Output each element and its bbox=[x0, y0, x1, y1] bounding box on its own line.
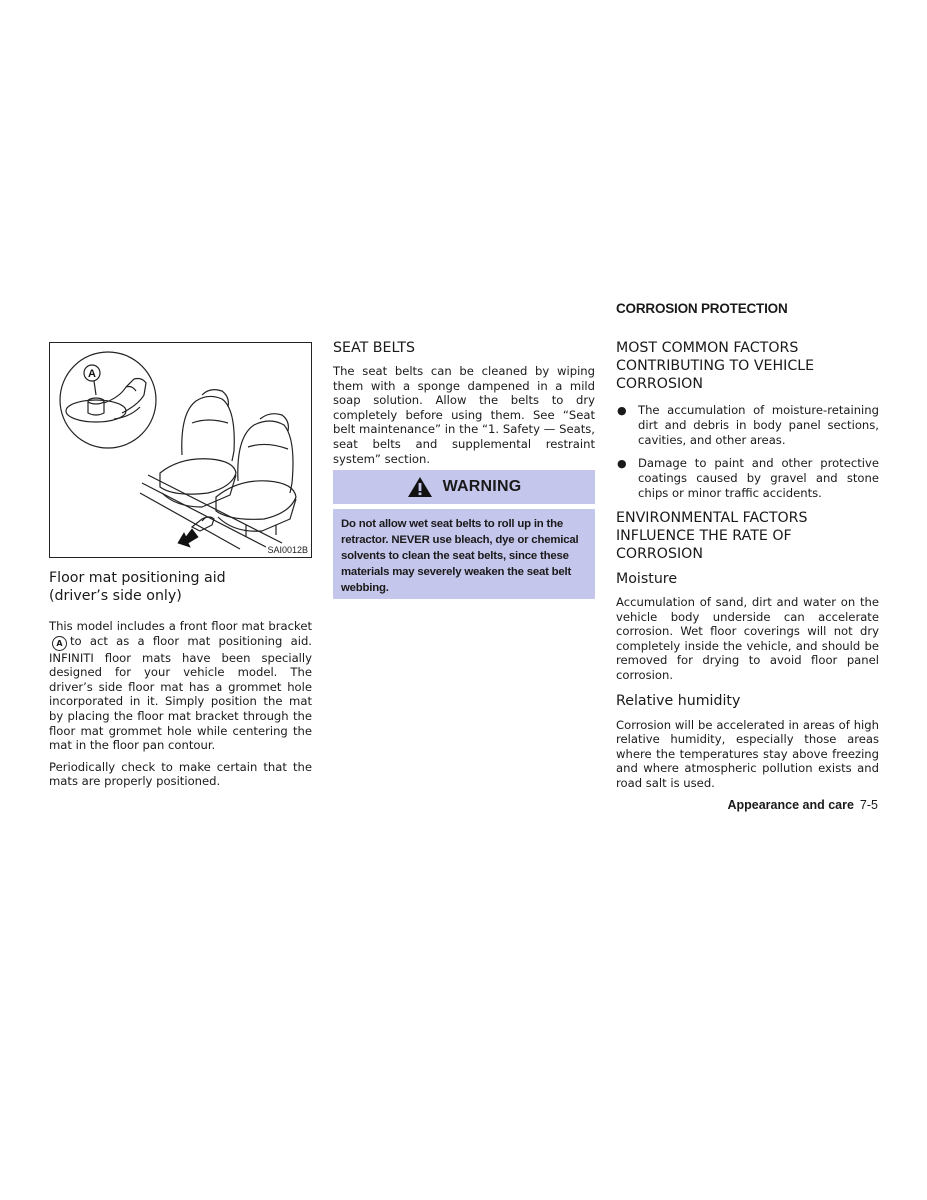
list-item: ● Damage to paint and other protective coatings caused by gravel and stone chips or minor traffic accidents. bbox=[617, 456, 879, 500]
front-seat-icon bbox=[160, 390, 296, 537]
column-corrosion bbox=[616, 339, 879, 791]
warning-body bbox=[333, 509, 595, 599]
column-seat-belts bbox=[333, 339, 595, 466]
heading-common-factors: MOST COMMON FACTORS CONTRIBUTING TO VEHICLE CORROSION bbox=[616, 340, 815, 392]
footer-section-label: Appearance and care bbox=[727, 798, 854, 812]
bullet-icon: ● bbox=[617, 404, 627, 417]
paragraph-floor-mat-bracket: This model includes a front floor mat bracketA to act as a floor mat positioning aid. INFINITI floor mats have been specially designed for your vehicle model. The driver’s side floor mat has a grommet hole incorporated in it. Simply position the mat by placing the floor mat bracket through the floor mat grommet hole while centering the mat in the floor pan contour. bbox=[49, 619, 312, 753]
figure-floor-mat bbox=[49, 342, 312, 558]
callout-a-marker: A bbox=[52, 636, 67, 651]
arrow-icon bbox=[178, 529, 198, 547]
paragraph-moisture: Accumulation of sand, dirt and water on the vehicle body underside can accelerate corrosion. Wet floor coverings will not dry completely inside the vehicle, and should be removed for drying to avoid floor panel corrosion. bbox=[616, 595, 879, 682]
figure-callout-label: A bbox=[88, 368, 96, 380]
warning-triangle-icon bbox=[407, 476, 433, 498]
warning-label: WARNING bbox=[442, 478, 522, 495]
figure-illustration bbox=[50, 343, 311, 557]
heading-environmental-factors: ENVIRONMENTAL FACTORS INFLUENCE THE RATE OF CORROSION bbox=[616, 510, 808, 562]
page-number: 7-5 bbox=[859, 798, 878, 812]
bullet-icon: ● bbox=[617, 457, 627, 470]
section-title: CORROSION PROTECTION bbox=[616, 301, 788, 316]
paragraph-seat-belts: The seat belts can be cleaned by wiping them with a sponge dampened in a mild soap solution. Allow the belts to dry completely before using them. See “Seat belt maintenance” in the “1. Safety — Seats, seat belts and supplemental restraint system” section. bbox=[333, 364, 595, 466]
heading-seat-belts: SEAT BELTS bbox=[333, 340, 416, 356]
grommet-detail-icon bbox=[60, 352, 156, 448]
subheading-relative-humidity: Relative humidity bbox=[616, 692, 741, 709]
factors-list bbox=[616, 403, 879, 501]
column-floor-mat bbox=[49, 569, 312, 789]
warning-header bbox=[333, 470, 595, 504]
paragraph-relative-humidity: Corrosion will be accelerated in areas of high relative humidity, especially those areas where the temperatures stay above freezing and where atmospheric pollution exists and road salt is used. bbox=[616, 717, 879, 790]
page-footer bbox=[727, 798, 878, 812]
heading-floor-mat: Floor mat positioning aid (driver’s side only) bbox=[49, 570, 226, 604]
subheading-moisture: Moisture bbox=[616, 571, 678, 587]
figure-code: SAI0012B bbox=[267, 545, 308, 555]
paragraph-check-mats: Periodically check to make certain that the mats are properly positioned. bbox=[49, 759, 312, 789]
warning-text: Do not allow wet seat belts to roll up in the retractor. NEVER use bleach, dye or chemical solvents to clean the seat belts, since these materials may severely weaken the seat belt webbing. bbox=[341, 518, 579, 594]
list-item: ● The accumulation of moisture-retaining dirt and debris in body panel sections, cavities, and other areas. bbox=[617, 403, 879, 447]
